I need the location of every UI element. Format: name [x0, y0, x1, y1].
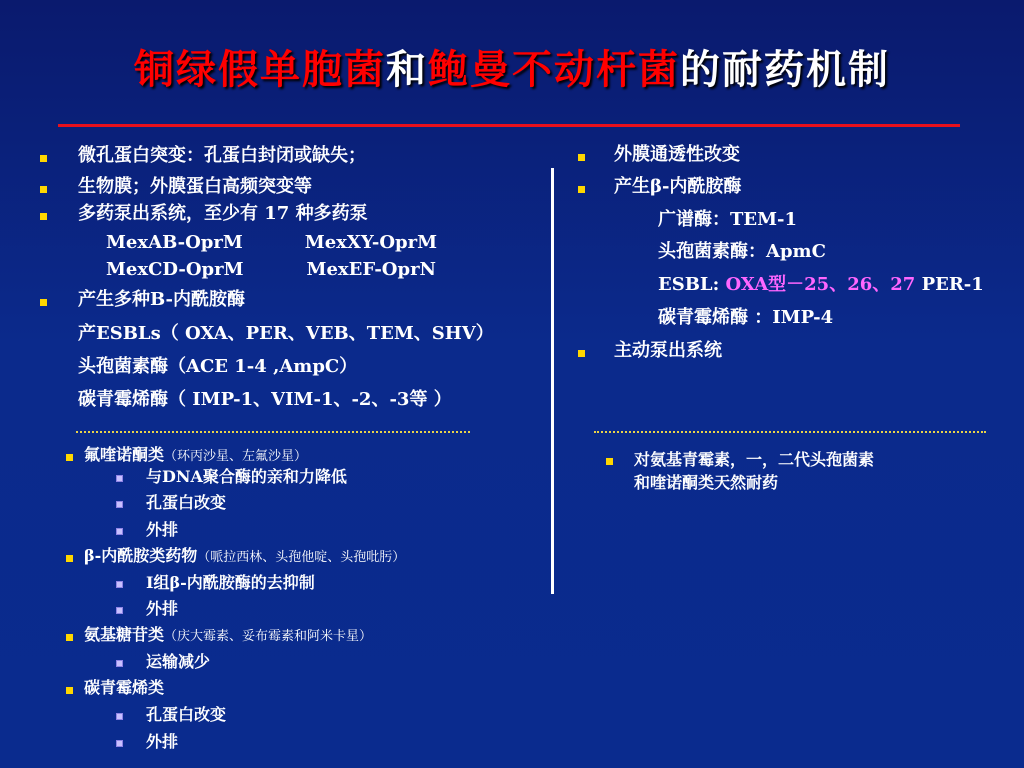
- title-part-2: 和: [386, 46, 428, 93]
- bullet-icon: [40, 155, 47, 162]
- mechanism-item: 与DNA聚合酶的亲和力降低: [146, 467, 347, 486]
- title-underline: [58, 124, 960, 127]
- carbapenemase-line: 碳青霉烯酶 ：IMP-4: [658, 307, 834, 328]
- cephalosporinase-line: 头孢菌素酶：ApmC: [658, 241, 826, 262]
- right-item-efflux: 主动泵出系统: [614, 340, 722, 361]
- sub-bullet-icon: [116, 607, 123, 614]
- esbl-line: 产ESBLs（ OXA、PER、VEB、TEM、SHV）: [78, 323, 494, 344]
- bullet-icon: [66, 454, 73, 461]
- drug-class-aminoglycoside: [84, 624, 372, 648]
- drug-class-betalactam: [84, 545, 405, 569]
- pump-name: MexEF-OprN: [306, 259, 437, 280]
- slide-title: [0, 38, 1024, 95]
- pump-row: [106, 259, 436, 281]
- title-part-3: 鲍曼不动杆菌: [428, 46, 680, 93]
- mechanism-item: 运输减少: [146, 652, 211, 671]
- dotted-separator: [76, 431, 470, 433]
- sub-bullet-icon: [116, 475, 123, 482]
- mechanism-item: 外排: [146, 520, 179, 539]
- sub-bullet-icon: [116, 581, 123, 588]
- bullet-icon: [606, 458, 613, 465]
- sub-bullet-icon: [116, 528, 123, 535]
- bullet-icon: [66, 555, 73, 562]
- drug-class-carbapenem: [84, 677, 164, 701]
- left-item-porin: 微孔蛋白突变：孔蛋白封闭或缺失；: [78, 145, 366, 166]
- pump-name: MexAB-OprM: [106, 232, 243, 253]
- dotted-separator: [594, 431, 986, 433]
- mechanism-item: 外排: [146, 732, 179, 751]
- esbl-prefix: ESBL:: [658, 274, 726, 295]
- title-part-4: 的耐药机制: [680, 46, 890, 93]
- bullet-icon: [40, 299, 47, 306]
- pump-name: MexCD-OprM: [106, 259, 244, 280]
- sub-bullet-icon: [116, 740, 123, 747]
- cephalosporinase-line: 头孢菌素酶（ACE 1-4 ,AmpC）: [78, 356, 358, 377]
- column-divider: [551, 168, 554, 594]
- drug-class-label: 碳青霉烯类: [84, 678, 165, 697]
- sub-bullet-icon: [116, 660, 123, 667]
- bullet-icon: [578, 154, 585, 161]
- bullet-icon: [66, 634, 73, 641]
- left-item-biofilm: 生物膜；外膜蛋白高频突变等: [78, 176, 312, 197]
- left-item-betalactamase: 产生多种B-内酰胺酶: [78, 289, 246, 310]
- broad-spectrum-line: 广谱酶：TEM-1: [658, 209, 798, 230]
- mechanism-item: 外排: [146, 599, 179, 618]
- bullet-icon: [578, 350, 585, 357]
- bullet-icon: [40, 213, 47, 220]
- natural-resistance-line: 对氨基青霉素，一，二代头孢菌素: [634, 450, 875, 469]
- title-part-1: 铜绿假单胞菌: [134, 46, 386, 93]
- mechanism-item: 孔蛋白改变: [146, 493, 227, 512]
- esbl-suffix: PER-1: [915, 274, 984, 295]
- right-item-permeability: 外膜通透性改变: [614, 144, 740, 165]
- drug-class-label: 氟喹诺酮类: [84, 445, 165, 464]
- mechanism-item: 孔蛋白改变: [146, 705, 227, 724]
- carbapenemase-line: 碳青霉烯酶（ IMP-1、VIM-1、-2、-3等 ）: [78, 389, 452, 410]
- bullet-icon: [578, 186, 585, 193]
- sub-bullet-icon: [116, 713, 123, 720]
- drug-class-note: （环丙沙星、左氟沙星）: [164, 449, 308, 464]
- esbl-line: [658, 274, 984, 296]
- left-item-efflux: 多药泵出系统，至少有 17 种多药泵: [78, 203, 368, 224]
- drug-class-label: β-内酰胺类药物: [84, 546, 198, 565]
- bullet-icon: [40, 186, 47, 193]
- pump-name: MexXY-OprM: [304, 232, 438, 253]
- mechanism-item: I组β-内酰胺酶的去抑制: [146, 573, 315, 592]
- esbl-highlight: OXA型－25、26、27: [725, 274, 916, 295]
- right-item-betalactamase: 产生β-内酰胺酶: [614, 176, 742, 197]
- pump-row: [106, 232, 437, 254]
- drug-class-note: （哌拉西林、头孢他啶、头孢吡肟）: [197, 550, 406, 565]
- sub-bullet-icon: [116, 501, 123, 508]
- drug-class-label: 氨基糖苷类: [84, 625, 165, 644]
- natural-resistance-line: 和喹诺酮类天然耐药: [634, 473, 779, 492]
- bullet-icon: [66, 687, 73, 694]
- drug-class-fluoroquinolone: [84, 444, 307, 468]
- drug-class-note: （庆大霉素、妥布霉素和阿米卡星）: [164, 629, 373, 644]
